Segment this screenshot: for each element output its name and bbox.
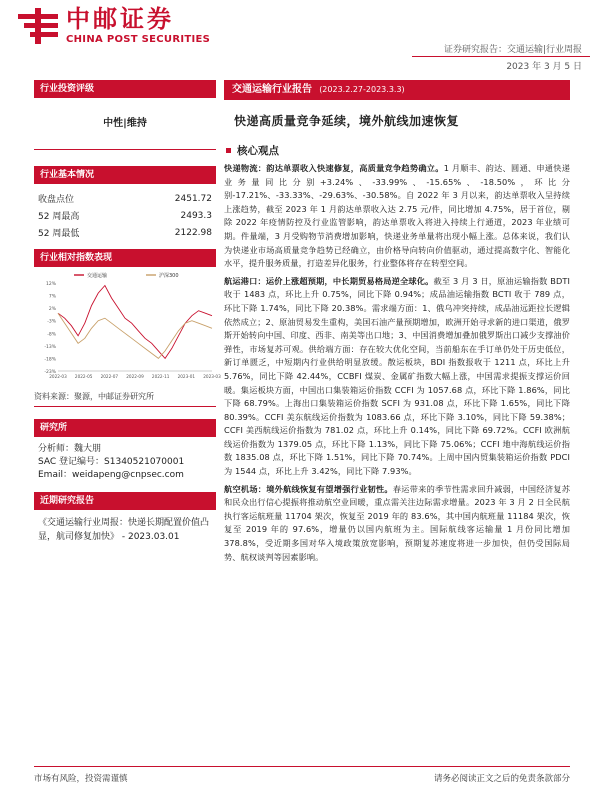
x-tick-label: 2022-03 bbox=[49, 374, 67, 379]
paragraph-lead: 快递物流：韵达单票收入快速修复，高质量竞争趋势确立。 bbox=[224, 163, 444, 173]
header-divider bbox=[412, 56, 590, 57]
basic-info-section-label: 行业基本情况 bbox=[34, 166, 216, 184]
brand-name-en: CHINA POST SECURITIES bbox=[66, 34, 211, 45]
row-value: 2122.98 bbox=[174, 227, 212, 238]
page-header bbox=[0, 0, 600, 70]
row-name: 52 周最低 bbox=[38, 229, 80, 239]
paragraph-body: 1 月顺丰、韵达、圆通、申通快递业务量同比分别+3.24%、-33.99%、-15.65%、-18.50%，环比分别-17.21%、-33.33%、-29.63%、-30.58%。自 2022 年 3 月以来，韵达单票收入呈持续上涨趋势，截至 2023 年 1 月韵达单票收入达 2.75 元/件，同比增加 4.75%，居于首位，剔除 2022 年疫情防控及行业监管影响，韵达单票收入将进入持续上行通道，2023 年业绩可期。件量端，3 月受购物节消费增加影响，快递业务单量将出现小幅上涨。总体来说，我们认为快递业市场高质量竞争趋势已经确立，由价格导向转向价值驱动，通过提高数字化、智能化水平，提升服务质量，打造差异化服务，行业整体将存在转型空间。 bbox=[224, 163, 570, 269]
table-row bbox=[34, 224, 216, 241]
paragraph-shipping bbox=[224, 275, 570, 479]
analyst-section-label: 研究所 bbox=[34, 419, 216, 437]
analyst-name: 分析师：魏大朋 bbox=[38, 444, 102, 454]
x-tick-label: 2022-11 bbox=[151, 374, 170, 379]
main-content bbox=[224, 80, 570, 564]
table-row bbox=[34, 190, 216, 207]
analyst-info bbox=[34, 437, 216, 492]
core-views-title: 核心观点 bbox=[237, 145, 279, 157]
footer-divider bbox=[34, 766, 570, 767]
relative-index-chart bbox=[34, 267, 221, 387]
row-value: 2451.72 bbox=[174, 193, 212, 204]
report-date: 2023 年 3 月 5 日 bbox=[506, 62, 582, 72]
chart-source-note: 资料来源：聚源，中邮证券研究所 bbox=[34, 391, 216, 407]
report-date-range: (2023.2.27-2023.3.3) bbox=[319, 85, 405, 94]
y-tick-label: -3% bbox=[47, 319, 56, 325]
report-type: 交通运输行业报告 bbox=[232, 84, 312, 95]
y-tick-label: 2% bbox=[48, 307, 56, 313]
report-category: 证券研究报告：交通运输|行业周报 bbox=[443, 45, 582, 55]
paragraph-aviation bbox=[224, 483, 570, 565]
x-tick-label: 2022-07 bbox=[100, 374, 119, 379]
analyst-sac: SAC 登记编号：S1340521070001 bbox=[38, 457, 185, 467]
y-tick-label: 12% bbox=[45, 282, 56, 287]
paragraph-body: 截至 3 月 3 日，原油运输指数 BDTI 收于 1483 点，环比上升 0.75%，同比下降 0.94%；成品油运输指数 BCTI 收于 789 点，环比下降 1.74%，同比下降 20.38%。需求端方面：1、俄乌冲突持续，成品油远距拉长逻辑依然成立；2、原油贸易发生重构，美国石油产量预期增加，欧洲开始寻求新的进口渠道，俄罗斯开始转向中国、印度、西非、南美等出口地；3、中国消费增加叠加俄罗斯出口减少支撑油价弹性，市场复苏可观。供给端方面：存在较大优化空间，当前船东在手订单仍处于历史低位，新订单匮乏，中短期内行业供给明显放缓。散运板块，BDI 指数报收于 1211 点，环比上升 5.76%，同比下降 42.44%，CCBFI 煤炭、金属矿指数大幅上涨，中国需求提振支撑运价回暖。集运板块方面，中国出口集装箱运价指数 CCFI 为 1057.68 点，环比下降 1.86%，同比下降 68.79%。上海出口集装箱运价指数 SCFI 为 931.08 点，环比下降 1.65%，同比下降 80.39%。CCFI 美东航线运价指数为 1083.66 点，环比下降 3.10%，同比下降 59.38%；CCFI 美西航线运价指数为 781.02 点，环比上升 0.14%，同比下降 69.72%。CCFI 欧洲航线运价指数为 1379.05 点，环比下降 1.13%，同比下降 75.06%；CCFI 地中海航线运价指数 1835.08 点，环比下降 1.51%，同比下降 70.74%。上周中国内贸集装箱运价指数 PDCI 为 1544 点，环比上升 3.42%，同比下降 7.93%。 bbox=[224, 275, 570, 477]
recent-reports-section-label: 近期研究报告 bbox=[34, 492, 216, 510]
rating-value: 中性|维持 bbox=[34, 98, 216, 150]
row-name: 52 周最高 bbox=[38, 212, 80, 222]
brand-name-cn: 中邮证券 bbox=[66, 5, 174, 33]
table-row bbox=[34, 207, 216, 224]
x-tick-label: 2023-01 bbox=[177, 374, 196, 379]
report-headline: 快递高质量竞争延续，境外航线加速恢复 bbox=[234, 114, 460, 128]
y-tick-label: 7% bbox=[48, 294, 56, 300]
paragraph-lead: 航运港口：运价上涨超预期，中长期贸易格局逆全球化。 bbox=[224, 275, 434, 286]
legend-label: 交通运输 bbox=[87, 273, 108, 279]
row-name: 收盘点位 bbox=[38, 195, 75, 205]
x-tick-label: 2023-03 bbox=[203, 374, 221, 379]
report-title-bar bbox=[224, 80, 570, 100]
paragraph-body: 春运带来的季节性需求回升减弱，中国经济复苏和民众出行信心提振将推动航空业回暖，重点需关注边际需求增量。2023 年 3 月 2 日全民航执行客运航班量 11704 架次，恢复至 2019 年的 83.6%，其中国内航班量 11184 架次，恢复至 2019 年的 97.6%，增量仍以国内航班为主。国际航线客运输量 1 月份同比增加 378.8%，受近期多国对华入境政策放宽影响，预期复苏速度将进一步加快，但仍受国际局势、航权谈判等因素影响。 bbox=[224, 483, 570, 562]
y-tick-label: -13% bbox=[44, 344, 56, 350]
sidebar bbox=[34, 80, 221, 550]
paragraph-express bbox=[224, 162, 570, 271]
x-tick-label: 2022-05 bbox=[74, 374, 93, 379]
y-tick-label: -8% bbox=[47, 332, 56, 338]
x-tick-label: 2022-09 bbox=[126, 374, 144, 379]
china-post-logo-icon bbox=[18, 8, 58, 44]
core-views bbox=[224, 143, 570, 564]
legend-label: 沪深300 bbox=[159, 273, 179, 279]
paragraph-lead: 航空机场：境外航线恢复有望增强行业韧性。 bbox=[224, 483, 393, 494]
recent-report-item[interactable]: 《交通运输行业周报：快递长期配置价值凸显，航司修复加快》 - 2023.03.01 bbox=[38, 518, 210, 542]
core-views-heading bbox=[224, 143, 570, 158]
basic-info-table bbox=[34, 190, 216, 241]
bullet-square-icon bbox=[226, 148, 231, 153]
series-line-hs300 bbox=[58, 313, 212, 358]
disclaimer-notice: 请务必阅读正文之后的免责条款部分 bbox=[433, 774, 570, 784]
y-tick-label: -18% bbox=[44, 357, 56, 363]
risk-notice: 市场有风险，投资需谨慎 bbox=[34, 774, 128, 784]
rating-section-label: 行业投资评级 bbox=[34, 80, 216, 98]
row-value: 2493.3 bbox=[180, 210, 212, 221]
performance-section-label: 行业相对指数表现 bbox=[34, 249, 216, 267]
y-tick-label: -23% bbox=[44, 370, 56, 375]
analyst-email[interactable]: Email：weidapeng@cnpsec.com bbox=[38, 470, 184, 480]
